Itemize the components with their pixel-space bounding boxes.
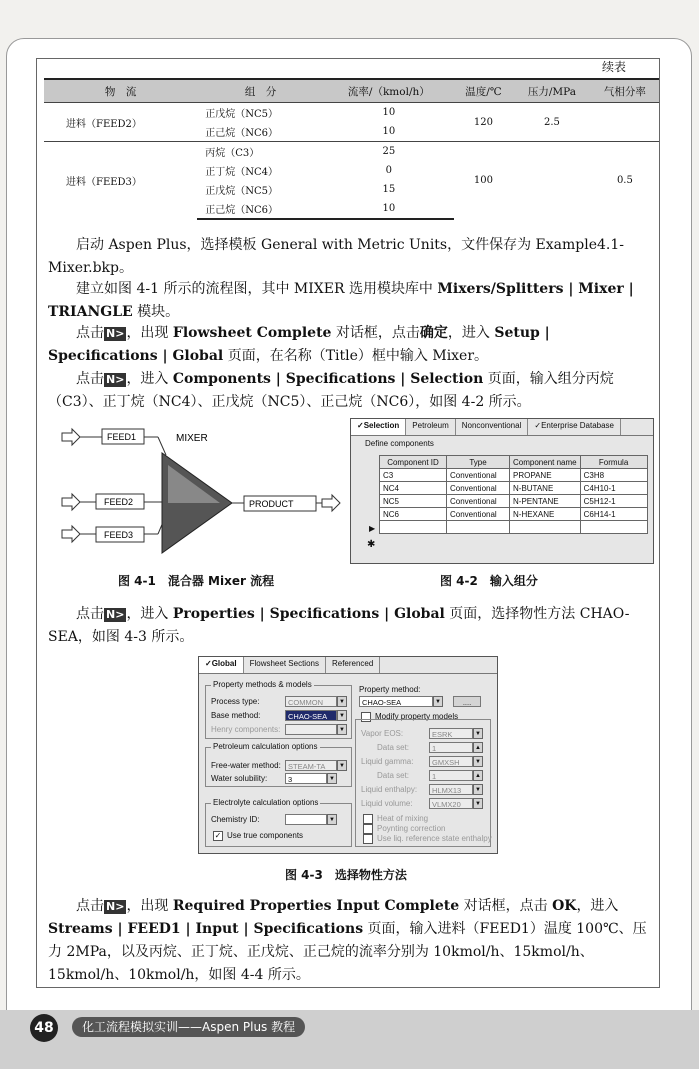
- mixer-label: MIXER: [176, 433, 208, 444]
- browse-button[interactable]: ....: [453, 696, 481, 707]
- header-component: 组 分: [197, 79, 324, 103]
- feed2-pressure: 2.5: [543, 116, 560, 128]
- table-cell[interactable]: NC4: [380, 482, 447, 495]
- table-header-row: [44, 79, 659, 103]
- tab-nonconventional[interactable]: Nonconventional: [456, 419, 529, 435]
- click-text: 点击: [76, 606, 104, 622]
- paragraph-4: [48, 368, 653, 414]
- tab-petroleum[interactable]: Petroleum: [406, 419, 455, 435]
- product-arrow: [316, 495, 340, 511]
- p6-text: ，进入: [576, 898, 619, 914]
- click-text: 点击: [76, 371, 104, 387]
- chemistry-id-label: Chemistry ID:: [211, 815, 260, 824]
- new-row-icon[interactable]: ✱: [367, 539, 376, 550]
- header-type: Type: [447, 456, 510, 469]
- table-cell: 10: [324, 199, 454, 219]
- liquid-gamma-select[interactable]: GMXSH: [429, 756, 473, 767]
- stream-table: [44, 78, 659, 220]
- table-cell[interactable]: C3: [380, 469, 447, 482]
- petroleum-group-label: Petroleum calculation options: [213, 742, 318, 751]
- modify-models-label: Modify property models: [375, 712, 459, 721]
- use-liq-ref-checkbox[interactable]: [363, 834, 373, 844]
- p3-text: 对话框，点击: [331, 325, 420, 341]
- feed3-pressure: [513, 142, 591, 220]
- components-table: [379, 455, 648, 534]
- feed3-label: FEED3: [104, 530, 134, 540]
- electrolyte-group: [205, 798, 352, 847]
- feed3-name: 进料（FEED3）: [44, 142, 197, 220]
- feed2-vapor: [591, 103, 659, 142]
- p5-text: 页面，选择物性方法 CHAO-SEA，如图 4-3 所示。: [48, 606, 630, 645]
- liquid-volume-label: Liquid volume:: [361, 799, 413, 808]
- chevron-down-icon[interactable]: ▼: [473, 798, 483, 809]
- table-cell[interactable]: Conventional: [447, 469, 510, 482]
- header-temp: 温度/℃: [454, 79, 513, 103]
- water-solubility-label: Water solubility:: [211, 774, 268, 783]
- paragraph-1: 启动 Aspen Plus，选择模板 General with Metric Units，文件保存为 Example4.1-Mixer.bkp。: [48, 237, 625, 276]
- p6-text: 页面，输入进料（FEED1）温度 100℃、压力 2MPa，以及丙烷、正丁烷、正戊烷、正己烷的流率分别为 10kmol/h、15kmol/h、15kmol/h、10kmol/h，如图 4-4 所示。: [48, 921, 647, 983]
- liquid-enthalpy-select[interactable]: HLMX13: [429, 784, 473, 795]
- p6-text: ，出现: [126, 898, 173, 914]
- table-cell: 丙烷（C3）: [197, 142, 324, 162]
- henry-components-select[interactable]: [285, 724, 337, 735]
- p2-bold: Mixers/Splitters | Mixer | TRIANGLE: [48, 281, 634, 320]
- chevron-down-icon[interactable]: ▼: [327, 773, 337, 784]
- book-title: 化工流程模拟实训——Aspen Plus 教程: [72, 1017, 305, 1037]
- tab-selection[interactable]: ✓Selection: [351, 419, 406, 435]
- poynting-checkbox[interactable]: [363, 824, 373, 834]
- current-row-icon: ▶: [369, 524, 376, 533]
- tab-global[interactable]: ✓Global: [199, 657, 244, 673]
- table-cell: 正戊烷（NC5）: [205, 186, 278, 197]
- chemistry-id-select[interactable]: [285, 814, 327, 825]
- continued-label: 续表: [602, 60, 627, 74]
- components-dialog: [350, 418, 654, 564]
- henry-components-label: Henry components:: [211, 725, 281, 734]
- use-true-components-checkbox[interactable]: ✓: [214, 831, 222, 840]
- paragraph-3: [48, 322, 653, 368]
- figure-4-1-caption: 图 4-1 混合器 Mixer 流程: [118, 574, 275, 588]
- table-cell: 正丁烷（NC4）: [205, 167, 278, 178]
- dataset-label: Data set:: [377, 743, 410, 752]
- next-icon: N>: [106, 900, 125, 913]
- chevron-down-icon[interactable]: ▼: [337, 710, 347, 721]
- table-cell[interactable]: Conventional: [447, 495, 510, 508]
- p3-text: ，出现: [126, 325, 173, 341]
- feed2-label: FEED2: [104, 497, 134, 507]
- figure-4-3-caption: 图 4-3 选择物性方法: [285, 868, 407, 882]
- p3-text: ，进入: [447, 325, 495, 341]
- p4-text: ，进入: [126, 371, 173, 387]
- p4-bold: Components | Specifications | Selection: [172, 371, 484, 387]
- property-tabs: [199, 657, 497, 674]
- feed3-temp: 100: [454, 142, 513, 220]
- click-text: 点击: [76, 898, 104, 914]
- p6-bold: OK: [552, 898, 577, 914]
- table-cell[interactable]: Conventional: [447, 508, 510, 521]
- table-cell[interactable]: PROPANE: [510, 469, 581, 482]
- vapor-eos-select[interactable]: ESRK: [429, 728, 473, 739]
- component-tabs: [351, 419, 653, 436]
- stepper-icon[interactable]: ▲: [473, 770, 483, 781]
- table-cell[interactable]: N-PENTANE: [510, 495, 581, 508]
- next-icon: N>: [106, 327, 125, 340]
- feed2-temp: 120: [473, 116, 493, 128]
- table-row: [44, 142, 659, 162]
- stepper-icon[interactable]: ▲: [473, 742, 483, 753]
- free-water-label: Free-water method:: [211, 761, 281, 770]
- tab-flowsheet-sections[interactable]: Flowsheet Sections: [244, 657, 326, 673]
- header-vapor: 气相分率: [591, 79, 659, 103]
- click-text: 点击: [76, 325, 104, 341]
- paragraph-6: [48, 895, 653, 987]
- methods-group-label: Property methods & models: [213, 680, 312, 689]
- process-type-select[interactable]: COMMON: [285, 696, 337, 707]
- use-liq-ref-label: Use liq. reference state enthalpy: [377, 834, 492, 843]
- table-row[interactable]: [380, 469, 648, 482]
- table-cell: 正戊烷（NC5）: [205, 109, 278, 120]
- table-row[interactable]: [380, 495, 648, 508]
- dataset-stepper[interactable]: 1: [429, 742, 473, 753]
- process-type-label: Process type:: [211, 697, 260, 706]
- use-true-components-label: Use true components: [227, 831, 304, 840]
- table-row[interactable]: [380, 521, 648, 534]
- table-cell[interactable]: [580, 521, 647, 534]
- header-component-id: Component ID: [380, 456, 447, 469]
- p4-text: 页面，输入组分丙烷（C3）、正丁烷（NC4）、正戊烷（NC5）、正己烷（NC6），如图 4-2 所示。: [48, 371, 614, 410]
- table-cell: 正己烷（NC6）: [205, 128, 278, 139]
- table-row[interactable]: [380, 482, 648, 495]
- p6-bold: Required Properties Input Complete: [172, 898, 460, 914]
- p3-bold: Setup | Specifications | Global: [48, 325, 550, 364]
- table-cell[interactable]: C5H12-1: [580, 495, 647, 508]
- table-cell: 15: [382, 184, 396, 195]
- chevron-down-icon[interactable]: ▼: [473, 756, 483, 767]
- page-number: 48: [30, 1014, 58, 1042]
- paragraph-5: [48, 603, 653, 649]
- table-cell[interactable]: Conventional: [447, 482, 510, 495]
- water-solubility-select[interactable]: 3: [285, 773, 327, 784]
- header-formula: Formula: [580, 456, 647, 469]
- feed3-vapor: 0.5: [591, 142, 659, 220]
- table-cell[interactable]: NC5: [380, 495, 447, 508]
- define-components-label: Define components: [365, 439, 434, 448]
- p6-bold: Streams | FEED1 | Input | Specifications: [48, 921, 364, 937]
- figure-4-2-caption: 图 4-2 输入组分: [440, 574, 538, 588]
- chevron-down-icon[interactable]: ▼: [337, 724, 347, 735]
- free-water-select[interactable]: STEAM-TA: [285, 760, 337, 771]
- table-cell[interactable]: [380, 521, 447, 534]
- table-cell[interactable]: [510, 521, 581, 534]
- table-cell: 10: [382, 126, 396, 137]
- next-icon: N>: [106, 373, 125, 386]
- table-row[interactable]: [380, 508, 648, 521]
- header-component-name: Component name: [510, 456, 581, 469]
- paragraph-2: [48, 278, 653, 324]
- p5-bold: Properties | Specifications | Global: [172, 606, 445, 622]
- mixer-flowsheet: [50, 425, 350, 555]
- p3-text: 页面，在名称（Title）框中输入 Mixer。: [223, 348, 489, 364]
- feed2-name: 进料（FEED2）: [66, 118, 142, 130]
- base-method-label: Base method:: [211, 711, 261, 720]
- properties-dialog: [198, 656, 498, 854]
- table-cell[interactable]: NC6: [380, 508, 447, 521]
- vapor-eos-label: Vapor EOS:: [361, 729, 404, 738]
- p2-text-end: 模块。: [132, 304, 180, 320]
- table-cell: 10: [382, 107, 396, 118]
- header-pressure: 压力/MPa: [513, 79, 591, 103]
- header-flow: 流率/（kmol/h）: [324, 79, 454, 103]
- chevron-down-icon[interactable]: ▼: [337, 696, 347, 707]
- table-cell: 0: [385, 165, 393, 176]
- product-label: PRODUCT: [249, 499, 294, 509]
- table-cell[interactable]: C6H14-1: [580, 508, 647, 521]
- dataset2-label: Data set:: [377, 771, 410, 780]
- next-icon: N>: [106, 608, 125, 621]
- table-cell: 25: [324, 142, 454, 162]
- p6-text: 对话框，点击: [459, 898, 553, 914]
- p3-bold: Flowsheet Complete: [172, 325, 332, 341]
- table-cell: 正己烷（NC6）: [197, 199, 324, 219]
- liquid-gamma-label: Liquid gamma:: [361, 757, 414, 766]
- chevron-down-icon[interactable]: ▼: [473, 784, 483, 795]
- chevron-down-icon[interactable]: ▼: [433, 696, 443, 707]
- table-row: [44, 103, 659, 123]
- table-cell[interactable]: C4H10-1: [580, 482, 647, 495]
- tab-referenced[interactable]: Referenced: [326, 657, 380, 673]
- dataset2-stepper[interactable]: 1: [429, 770, 473, 781]
- poynting-label: Poynting correction: [377, 824, 446, 833]
- p3-bold: 确定: [419, 325, 448, 341]
- table-cell[interactable]: N-BUTANE: [510, 482, 581, 495]
- property-method-label: Property method:: [359, 685, 421, 694]
- p5-text: ，进入: [126, 606, 173, 622]
- chevron-down-icon[interactable]: ▼: [327, 814, 337, 825]
- base-method-select[interactable]: CHAO-SEA: [285, 710, 337, 721]
- property-method-select[interactable]: CHAO-SEA: [359, 696, 433, 707]
- tab-enterprise-database[interactable]: ✓Enterprise Database: [528, 419, 621, 435]
- heat-mixing-checkbox[interactable]: [363, 814, 373, 824]
- heat-mixing-label: Heat of mixing: [377, 814, 429, 823]
- feed1-label: FEED1: [107, 432, 137, 442]
- header-stream: 物 流: [44, 79, 197, 103]
- electrolyte-group-label: Electrolyte calculation options: [213, 798, 319, 807]
- components-header-row: [380, 456, 648, 469]
- table-cell[interactable]: [447, 521, 510, 534]
- liquid-enthalpy-label: Liquid enthalpy:: [361, 785, 418, 794]
- table-cell[interactable]: N-HEXANE: [510, 508, 581, 521]
- chevron-down-icon[interactable]: ▼: [473, 728, 483, 739]
- liquid-volume-select[interactable]: VLMX20: [429, 798, 473, 809]
- p2-text: 建立如图 4-1 所示的流程图，其中 MIXER 选用模块库中: [76, 281, 438, 297]
- table-cell[interactable]: C3H8: [580, 469, 647, 482]
- chevron-down-icon[interactable]: ▼: [337, 760, 347, 771]
